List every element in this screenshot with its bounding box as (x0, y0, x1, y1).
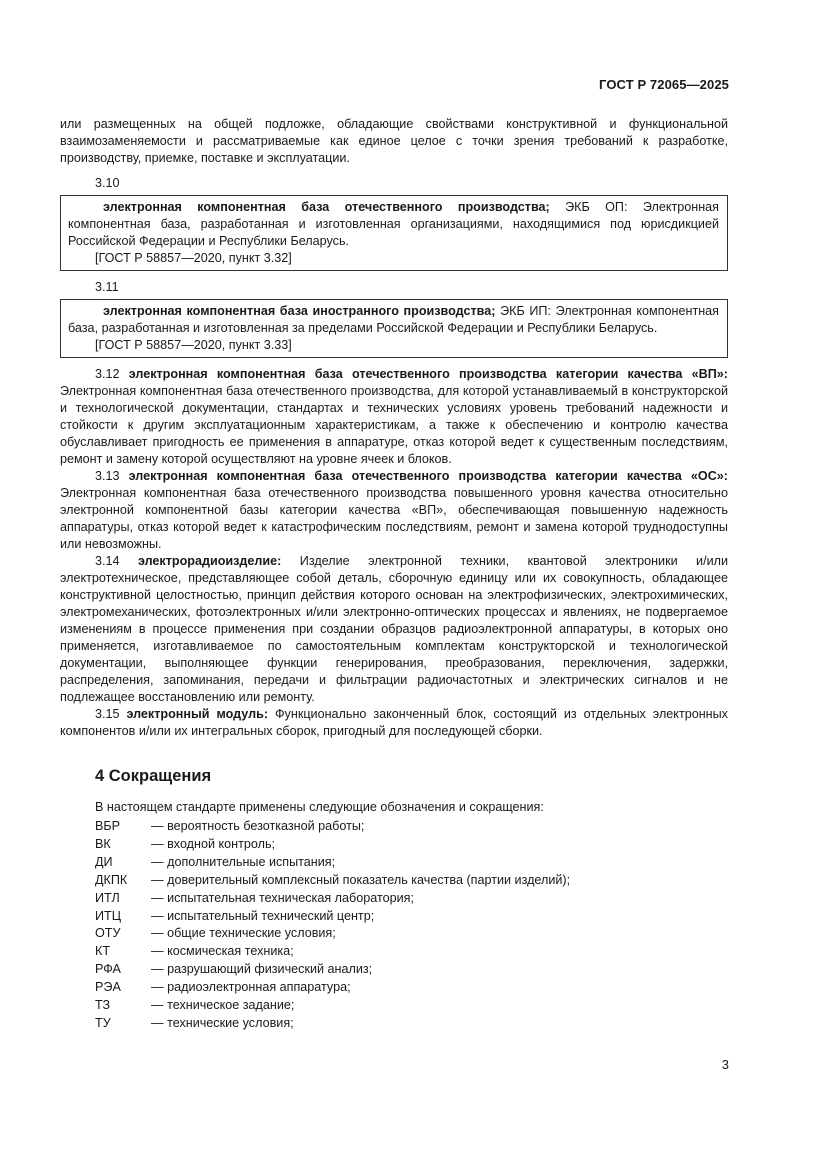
abbreviation-code: ИТЛ (95, 890, 120, 905)
abbreviation-row (95, 961, 728, 979)
term-box-3-10 (60, 195, 728, 271)
term-box-3-11 (60, 299, 728, 358)
term-number-3-11: 3.11 (95, 280, 119, 294)
term-3-12-paragraph (60, 366, 728, 468)
term-3-15-name: электронный модуль: (126, 707, 269, 721)
abbreviation-row (95, 979, 728, 997)
term-3-13-definition: Электронная компонентная база отечественного производства повышенного уровня качества относительно электронной компонентной базы категории качества «ВП», обеспечивающая повышенную надежность аппаратуры, отказ которой ведет к катастрофическим последствиям, ремонт и замена которой труднодоступны или невозможны. (60, 486, 728, 551)
abbreviation-row (95, 836, 728, 854)
abbreviation-code: РЭА (95, 980, 121, 995)
abbreviation-code: ТЗ (95, 998, 111, 1013)
abbreviation-definition: — доверительный комплексный показатель качества (партии изделий); (151, 872, 571, 887)
abbreviation-row (95, 890, 728, 908)
abbreviation-row (95, 925, 728, 943)
term-3-14-paragraph (60, 553, 728, 706)
section-4-heading: 4 Сокращения (95, 767, 212, 785)
term-3-13-paragraph (60, 468, 728, 553)
abbreviation-row (95, 997, 728, 1015)
term-3-15-number: 3.15 (95, 707, 127, 721)
abbreviation-row (95, 818, 728, 836)
term-3-13-number: 3.13 (95, 469, 129, 483)
intro-paragraph: или размещенных на общей подложке, обладающие свойствами конструктивной и функциональной взаимозаменяемости и рассматриваемые как единое целое с точки зрения требований к разработке, производству, приемке, поставке и эксплуатации. (60, 117, 728, 165)
term-3-11-definition: ЭКБ ИП: Электронная компонентная база, разработанная и изготовленная за пределами Российской Федерации и Республики Беларусь. (68, 304, 719, 335)
term-3-10-definition: ЭКБ ОП: Электронная компонентная база, разработанная и изготовленная организациями, находящимися под юрисдикцией Российской Федерации и Республики Беларусь. (68, 200, 719, 248)
term-3-12-name: электронная компонентная база отечественного производства категории качества «ВП»: (128, 367, 728, 381)
abbreviation-definition: — разрушающий физический анализ; (151, 962, 373, 977)
term-3-11-source: [ГОСТ Р 58857—2020, пункт 3.33] (95, 338, 292, 352)
term-3-12-definition: Электронная компонентная база отечественного производства, для которой устанавливаемый в конструкторской и технологической документации, стандартах и технических условиях уровень требований надежности и стойкости к другим эксплуатационным характеристикам, а также к обеспечению и контролю качества обуславливает пригодность ее применения в аппаратуре, отказ которой ведет к существенным последствиям, ремонт и замену которой осуществляют на уровне ячеек и блоков. (60, 384, 728, 466)
abbreviation-definition: — испытательный технический центр; (151, 908, 375, 923)
abbreviation-definition: — общие технические условия; (151, 926, 336, 941)
term-3-13-name: электронная компонентная база отечественного производства категории качества «ОС»: (128, 469, 728, 483)
abbreviation-row (95, 854, 728, 872)
abbreviation-code: ДИ (95, 854, 113, 869)
term-3-14-name: электрорадиоизделие: (137, 554, 282, 568)
abbreviation-row (95, 943, 728, 961)
abbreviation-code: ВК (95, 836, 111, 851)
abbreviation-definition: — техническое задание; (151, 998, 295, 1013)
term-3-15-definition: Функционально законченный блок, состоящий из отдельных электронных компонентов и/или их интегральных сборок, пригодный для последующей сборки. (60, 707, 728, 738)
abbreviation-code: ОТУ (95, 926, 121, 941)
abbreviation-definition: — космическая техника; (151, 944, 294, 959)
term-3-12-number: 3.12 (95, 367, 129, 381)
section-4-intro: В настоящем стандарте применены следующие обозначения и сокращения: (95, 800, 544, 814)
abbreviation-definition: — вероятность безотказной работы; (151, 819, 365, 833)
term-3-10-name: электронная компонентная база отечественного производства; (103, 200, 550, 214)
abbreviation-code: ТУ (95, 1015, 111, 1030)
term-3-14-number: 3.14 (95, 554, 138, 568)
term-3-15-paragraph (60, 706, 728, 740)
abbreviation-row (95, 908, 728, 926)
abbreviation-definition: — входной контроль; (151, 836, 276, 851)
page-number: 3 (721, 1057, 729, 1072)
abbreviation-definition: — технические условия; (151, 1015, 294, 1030)
abbreviation-definition: — дополнительные испытания; (151, 854, 336, 869)
page-content (60, 116, 728, 1033)
abbreviation-definition: — радиоэлектронная аппаратура; (151, 980, 351, 995)
abbreviation-row (95, 1015, 728, 1033)
abbreviation-row (95, 872, 728, 890)
term-3-14-definition: Изделие электронной техники, квантовой электроники и/или электротехническое, представляющее собой деталь, сборочную единицу или их совокупность, обладающее конструктивной целостностью, принцип действия которого основан на электрофизических, электрохимических, электромеханических, фотоэлектронных и/или электронно-оптических процессах и явлениях, не подвергаемое изменениям в процессе применения при создании образцов радиоэлектронной аппаратуры, в которых оно применяется, изготавливаемое по самостоятельным комплектам конструкторской и технологической документации, выполняющее функции генерирования, преобразования, переключения, задержки, распределения, запоминания, передачи и фильтрации радиочастотных и электрических сигналов и не подлежащее восстановлению или ремонту. (60, 554, 729, 704)
abbreviation-code: КТ (95, 944, 111, 959)
term-3-10-source: [ГОСТ Р 58857—2020, пункт 3.32] (95, 251, 292, 265)
term-number-3-10: 3.10 (95, 176, 120, 190)
term-3-11-name: электронная компонентная база иностранного производства; (103, 304, 496, 318)
abbreviation-definition: — испытательная техническая лаборатория; (151, 890, 414, 905)
abbreviation-code: ВБР (95, 819, 121, 833)
abbreviation-code: ДКПК (95, 872, 128, 887)
abbreviation-list (60, 818, 728, 1033)
abbreviation-code: ИТЦ (95, 908, 122, 923)
abbreviation-code: РФА (95, 962, 121, 977)
standard-header: ГОСТ Р 72065—2025 (599, 77, 729, 92)
term-3-11-text (68, 303, 719, 337)
term-3-10-text (68, 199, 719, 250)
